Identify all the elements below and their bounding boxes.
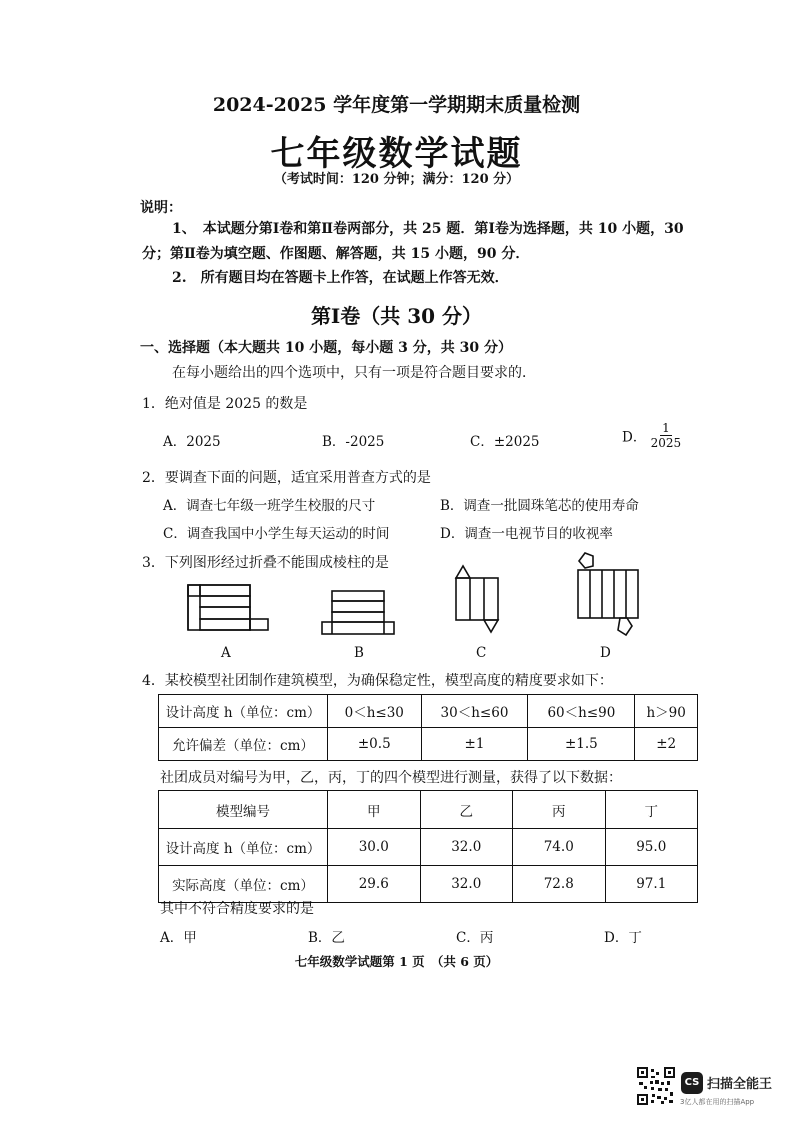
table-cell: 设计高度 h（单位：cm）: [159, 695, 328, 728]
table-row: [159, 695, 698, 728]
q1-option-b: B．-2025: [322, 434, 385, 450]
table-cell: 允许偏差（单位：cm）: [159, 728, 328, 761]
table-row: [159, 728, 698, 761]
table-row: [159, 791, 698, 829]
table-cell: 74.0: [513, 829, 606, 866]
section-heading: 一、选择题（本大题共 10 小题，每小题 3 分，共 30 分）: [140, 340, 512, 356]
q3-label-b: B: [354, 645, 364, 661]
table-cell: 95.0: [605, 829, 698, 866]
q2-option-c: C．调查我国中小学生每天运动的时间: [163, 526, 390, 542]
precision-table: [158, 694, 698, 761]
q4-question: 其中不符合精度要求的是: [160, 901, 314, 917]
volume-heading: 第Ⅰ卷（共 30 分）: [310, 304, 483, 328]
q1-option-c: C．±2025: [470, 434, 540, 450]
section-instruction: 在每小题给出的四个选项中，只有一项是符合题目要求的．: [172, 365, 536, 381]
table-cell: 丙: [513, 791, 606, 829]
table-cell: 乙: [420, 791, 513, 829]
q4-option-b: B．乙: [308, 930, 345, 946]
q1-option-d-label: D．: [622, 429, 647, 446]
q2-option-d: D．调查一电视节目的收视率: [440, 526, 613, 542]
q2-option-a: A．调查七年级一班学生校服的尺寸: [163, 498, 376, 514]
table-cell: ±1.5: [528, 728, 635, 761]
q3-label-d: D: [600, 645, 611, 661]
table-cell: h＞90: [635, 695, 698, 728]
table-cell: 实际高度（单位：cm）: [159, 866, 328, 903]
note-item-1-line-2: 分；第Ⅱ卷为填空题、作图题、解答题，共 15 小题，90 分．: [142, 246, 530, 262]
table-cell: ±2: [635, 728, 698, 761]
table-cell: 60＜h≤90: [528, 695, 635, 728]
table-cell: 72.8: [513, 866, 606, 903]
exam-info: （考试时间：120 分钟；满分：120 分）: [273, 172, 520, 187]
table-cell: 30.0: [328, 829, 421, 866]
table-cell: 30＜h≤60: [421, 695, 528, 728]
net-figure-b: [318, 585, 398, 640]
table-cell: 甲: [328, 791, 421, 829]
question-1-stem: 1．绝对值是 2025 的数是: [142, 396, 308, 412]
scanner-brand-name: 扫描全能王: [707, 1077, 773, 1092]
table-cell: 32.0: [420, 866, 513, 903]
measurement-table: [158, 790, 698, 903]
page-footer: 七年级数学试题第 1 页 （共 6 页）: [294, 954, 499, 969]
fraction: [651, 421, 682, 450]
table-cell: 32.0: [420, 829, 513, 866]
notes-heading: 说明：: [140, 200, 182, 216]
net-figure-c: [450, 558, 520, 640]
table-cell: 丁: [605, 791, 698, 829]
table-cell: 模型编号: [159, 791, 328, 829]
q2-option-b: B．调查一批圆珠笔芯的使用寿命: [440, 498, 639, 514]
q1-option-d: [622, 421, 681, 450]
table-row: [159, 829, 698, 866]
q4-mid-text: 社团成员对编号为甲，乙，丙，丁的四个模型进行测量，获得了以下数据：: [160, 770, 622, 786]
fraction-denominator: 2025: [650, 436, 682, 450]
table-cell: 97.1: [605, 866, 698, 903]
net-figure-d: [570, 550, 645, 642]
q4-option-a: A．甲: [160, 930, 197, 946]
question-4-stem: 4．某校模型社团制作建筑模型，为确保稳定性，模型高度的精度要求如下：: [142, 673, 613, 689]
table-row: [159, 866, 698, 903]
exam-year-title: 2024-2025 学年度第一学期期末质量检测: [212, 94, 581, 116]
cs-logo: CS: [681, 1072, 703, 1094]
question-3-stem: 3．下列图形经过折叠不能围成棱柱的是: [142, 555, 389, 571]
table-cell: 设计高度 h（单位：cm）: [159, 829, 328, 866]
table-cell: ±1: [421, 728, 528, 761]
qr-code-icon: [637, 1067, 675, 1105]
q1-option-a: A．2025: [163, 434, 221, 450]
note-item-1-line-1: 1、 本试题分第Ⅰ卷和第Ⅱ卷两部分，共 25 题．第Ⅰ卷为选择题，共 10 小题，30: [172, 221, 684, 237]
q3-label-c: C: [476, 645, 487, 661]
table-cell: 29.6: [328, 866, 421, 903]
fraction-numerator: 1: [662, 421, 670, 435]
question-2-stem: 2．要调查下面的问题，适宜采用普查方式的是: [142, 470, 431, 486]
table-cell: ±0.5: [328, 728, 422, 761]
q3-label-a: A: [221, 645, 231, 661]
q4-option-c: C．丙: [456, 930, 494, 946]
page-title: 七年级数学试题: [270, 134, 523, 174]
scanner-brand-tagline: 3亿人都在用的扫描App: [680, 1098, 755, 1106]
net-figure-a: [180, 575, 280, 641]
table-cell: 0＜h≤30: [328, 695, 422, 728]
note-item-2: 2. 所有题目均在答题卡上作答，在试题上作答无效．: [172, 270, 509, 286]
q4-option-d: D．丁: [604, 930, 642, 946]
